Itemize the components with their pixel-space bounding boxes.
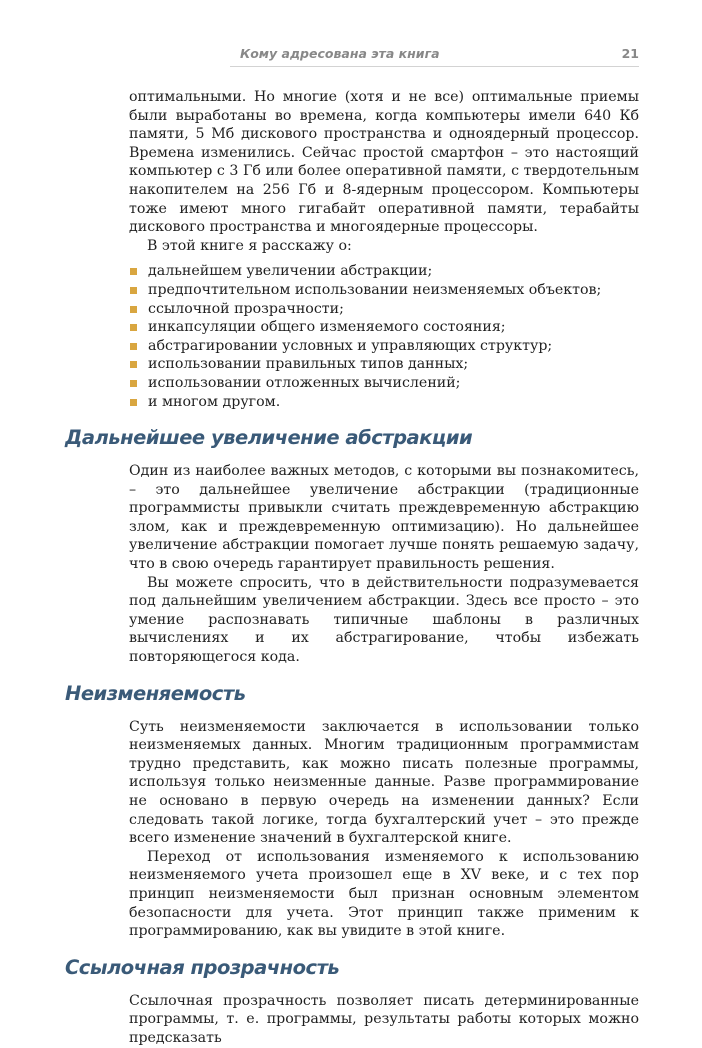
square-bullet-icon	[130, 361, 137, 368]
square-bullet-icon	[130, 287, 137, 294]
list-item-text: и многом другом.	[148, 393, 281, 410]
square-bullet-icon	[130, 380, 137, 387]
list-item-text: абстрагировании условных и управляющих структур;	[148, 337, 553, 354]
list-item-text: дальнейшем увеличении абстракции;	[148, 263, 433, 280]
square-bullet-icon	[130, 343, 137, 350]
topics-list	[129, 262, 639, 411]
section-paragraph: Переход от использования изменяемого к использованию неизменяемого учета произошел еще в XV веке, и с тех пор принцип неизменяемости был признан основным элементом безопасности для учета. Этот принцип также применим к программированию, как вы увидите в этой книге.	[129, 848, 639, 940]
square-bullet-icon	[130, 306, 137, 313]
running-header	[0, 46, 702, 70]
list-item-text: ссылочной прозрачности;	[148, 300, 344, 317]
square-bullet-icon	[130, 268, 137, 275]
list-item	[144, 300, 639, 319]
section-heading-immutability: Неизменяемость	[65, 681, 246, 705]
list-item-text: предпочтительном использовании неизменяемых объектов;	[148, 281, 602, 298]
list-item	[144, 374, 639, 393]
section-paragraph: Один из наиболее важных методов, с которыми вы познакомитесь, – это дальнейшее увеличение абстракции (традиционные программисты привыкли считать преждевременную абстракцию злом, как и преждевременную оптимизацию). Но дальнейшее увеличение абстракции помогает лучше понять решаемую задачу, что в свою очередь гарантирует правильность решения.	[129, 463, 639, 573]
section-paragraph: Ссылочная прозрачность позволяет писать детерминированные программы, т. е. программы, результаты работы которых можно предсказать	[129, 992, 639, 1046]
intro-paragraph: оптимальными. Но многие (хотя и не все) оптимальные приемы были выработаны во времена, когда компьютеры имели 640 Кб памяти, 5 Мб дискового пространства и одноядерный процессор. Времена изменились. Сейчас простой смартфон – это настоящий компьютер с 3 Гб или более оперативной памяти, с твердотельным накопителем на 256 Гб и 8-ядерным процессором. Компьютеры тоже имеют много гигабайт оперативной памяти, терабайты дискового пространства и многоядерные процессоры.	[129, 89, 639, 236]
header-divider	[230, 66, 639, 67]
square-bullet-icon	[130, 324, 137, 331]
section-paragraph: Суть неизменяемости заключается в использовании только неизменяемых данных. Многим традиционным программистам трудно представить, как можно писать полезные программы, используя только неизменные данные. Разве программирование не основано в первую очередь на изменении данных? Если следовать такой логике, тогда бухгалтерский учет – это прежде всего изменение значений в бухгалтерской книге.	[129, 718, 639, 847]
section-paragraph: Вы можете спросить, что в действительности подразумевается под дальнейшим увеличением абстракции. Здесь все просто – это умение распознавать типичные шаблоны в различных вычислениях и их абстрагирование, чтобы избежать повторяющегося кода.	[129, 574, 639, 666]
running-title: Кому адресована эта книга	[240, 46, 440, 61]
intro-lead-in: В этой книге я расскажу о:	[147, 237, 352, 254]
list-item	[144, 337, 639, 356]
list-item-text: использовании правильных типов данных;	[148, 356, 469, 373]
list-item-text: инкапсуляции общего изменяемого состояния;	[148, 319, 506, 336]
square-bullet-icon	[130, 399, 137, 406]
list-item	[144, 262, 639, 281]
list-item	[144, 393, 639, 412]
list-item	[144, 355, 639, 374]
list-item	[144, 281, 639, 300]
section-heading-referential-transparency: Ссылочная прозрачность	[65, 955, 340, 979]
list-item-text: использовании отложенных вычислений;	[148, 374, 461, 391]
page-number: 21	[621, 46, 639, 61]
page-body	[65, 88, 639, 1048]
list-item	[144, 318, 639, 337]
section-heading-abstraction: Дальнейшее увеличение абстракции	[65, 426, 473, 450]
